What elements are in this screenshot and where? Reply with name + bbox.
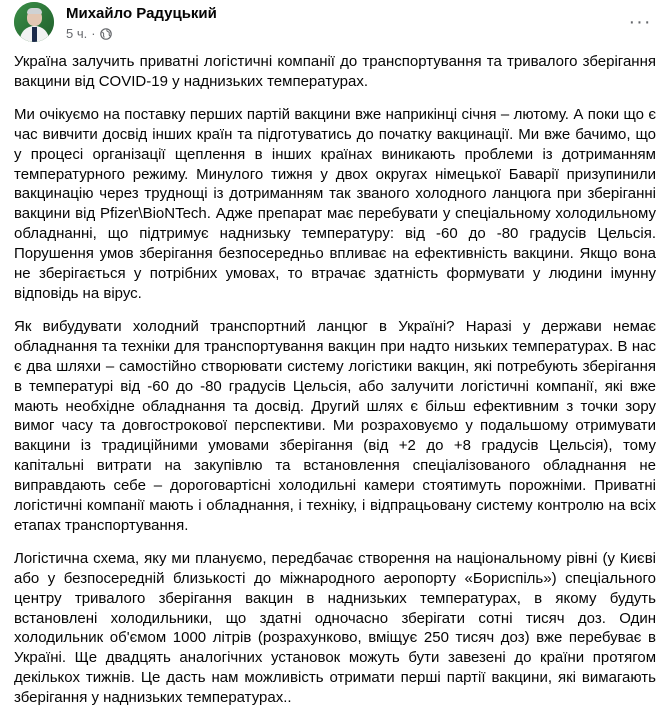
post-paragraph: Україна залучить приватні логістичні компанії до транспортування та тривалого зберігання вакцини від COVID-19 у наднизьких температурах. [14, 53, 656, 90]
author-name[interactable]: Михайло Радуцький [66, 5, 217, 22]
post-paragraph: Як вибудувати холодний транспортний ланцюг в Україні? Наразі у держави немає обладнання та техніки для транспортування вакцин при надто низьких температурах. В нас є два шляхи – самостійно створювати систему логістики вакцин, які потребують зберігання в температурі від -60 до -80 градусів Цельсія, або залучити логістичні компанії, які вже мають необхідне обладнання та досвід. Другий шлях є більш ефективним з точки зору вимог часу та довгострокової перспективи. Ми розраховуємо у подальшому отримувати вакцини із традиційними умовами зберігання (від +2 до +8 градусів Цельсія), тому капітальні витрати на закупівлю та встановлення спеціалізованого обладнання не виправдають себе – дороговартісні холодильні камери стоятимуть порожніми. Приватні логістичні компанії мають і обладнання, і техніку, і відпрацьовану систему контролю на всіх етапах транспортування. [14, 317, 656, 534]
globe-icon[interactable] [100, 28, 112, 40]
avatar[interactable] [14, 2, 54, 42]
post-meta [66, 26, 112, 41]
post-paragraph: Ми очікуємо на поставку перших партій вакцини вже наприкінці січня – лютому. А поки що є час вивчити досвід інших країн та підготуватись до початку вакцинації. Ми вже бачимо, що у процесі організації щеплення в інших країнах виникають проблеми із дотриманням температурного режиму. Минулого тижня у двох округах німецької Баварії призупинили вакцинацію через труднощі із дотриманням так званого холодного ланцюга при зберіганні вакцини від Pfizer\BioNTech. Адже препарат має перебувати у спеціальному холодильному обладнанні, що підтримує наднизьку температуру: від -60 до -80 градусів Цельсія. Порушення умов зберігання безпосередньо впливає на ефективність вакцини. Якщо вона не зберігається у потрібних умовах, то втрачає здатність формувати у людини імунну відповідь на вірус. [14, 105, 656, 302]
more-options-button[interactable]: ··· [628, 11, 652, 33]
meta-separator: · [91, 26, 96, 41]
post-timestamp[interactable]: 5 ч. [66, 26, 88, 41]
post-content [14, 52, 656, 721]
post-header [14, 2, 658, 46]
post-paragraph: Логістична схема, яку ми плануємо, передбачає створення на національному рівні (у Києві або у безпосередній близькості до міжнародного аеропорту «Бориспіль») спеціального центру тривалого зберігання вакцин в наднизьких температурах, в якому будуть встановлені холодильники, що здатні одночасно зберігати сотні тисяч доз. Один холодильник об'ємом 1000 літрів (розрахунково, вміщує 250 тисяч доз) вже перебуває в Україні. Ще двадцять аналогічних установок можуть бути завезені до країни протягом декількох тижнів. Це дасть нам можливість отримати перші партії вакцини, які вимагають зберігання у наднизьких температурах.. [14, 549, 656, 707]
